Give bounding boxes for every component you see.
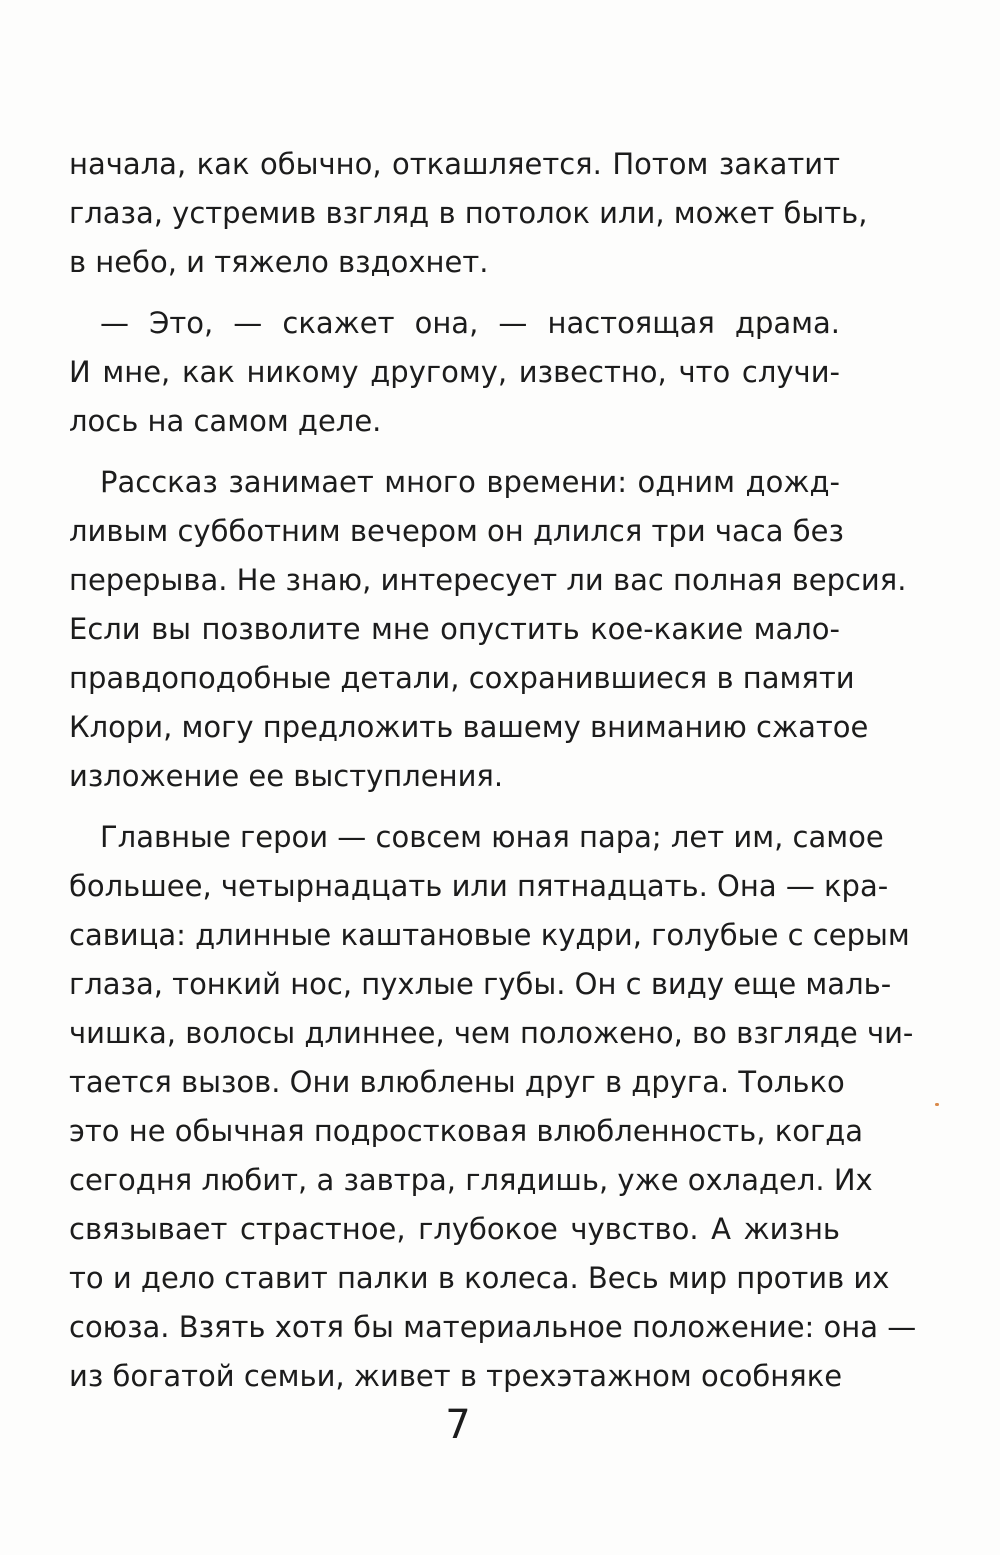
paragraph-gap [69, 446, 840, 458]
text-line: И мне, как никому другому, известно, что случи- [69, 355, 840, 389]
text-line: Главные герои — совсем юная пара; лет им, самое [100, 820, 884, 854]
text-line: тается вызов. Они влюблены друг в друга. Только [69, 1065, 845, 1099]
text-line: в небо, и тяжело вздохнет. [69, 245, 489, 279]
text-line: союза. Взять хотя бы материальное положение: она — [69, 1310, 917, 1344]
text-line: это не обычная подростковая влюбленность, когда [69, 1114, 864, 1148]
text-line: правдоподобные детали, сохранившиеся в памяти [69, 661, 855, 695]
paragraph-gap [69, 801, 840, 813]
text-line: перерыва. Не знаю, интересует ли вас полная версия. [69, 563, 907, 597]
scan-speck [935, 1103, 939, 1106]
text-line: начала, как обычно, откашляется. Потом закатит [69, 147, 840, 181]
text-line: большее, четырнадцать или пятнадцать. Она — кра- [69, 869, 889, 903]
text-line: Если вы позволите мне опустить кое-какие мало- [69, 612, 840, 646]
text-line: глаза, устремив взгляд в потолок или, может быть, [69, 196, 868, 230]
text-line: Рассказ занимает много времени: одним дожд- [100, 465, 840, 499]
text-line: связывает страстное, глубокое чувство. А жизнь [69, 1212, 840, 1246]
paragraph [69, 458, 907, 801]
text-line: ливым субботним вечером он длился три часа без [69, 514, 844, 548]
paragraph [69, 140, 868, 287]
text-line: савица: длинные каштановые кудри, голубые с серым [69, 918, 910, 952]
text-line: чишка, волосы длиннее, чем положено, во взгляде чи- [69, 1016, 914, 1050]
paragraph [69, 813, 917, 1401]
text-line: из богатой семьи, живет в трехэтажном особняке [69, 1359, 843, 1393]
text-line: лось на самом деле. [69, 404, 382, 438]
page-number: 7 [445, 1402, 471, 1448]
text-line: сегодня любит, а завтра, глядишь, уже охладел. Их [69, 1163, 873, 1197]
paragraph-gap [69, 287, 840, 299]
text-line: изложение ее выступления. [69, 759, 504, 793]
body-text [69, 140, 917, 1401]
text-line: то и дело ставит палки в колеса. Весь мир против их [69, 1261, 890, 1295]
paragraph [69, 299, 840, 446]
text-line: — Это, — скажет она, — настоящая драма. [100, 306, 840, 340]
text-line: Клори, могу предложить вашему вниманию сжатое [69, 710, 869, 744]
text-line: глаза, тонкий нос, пухлые губы. Он с виду еще маль- [69, 967, 892, 1001]
